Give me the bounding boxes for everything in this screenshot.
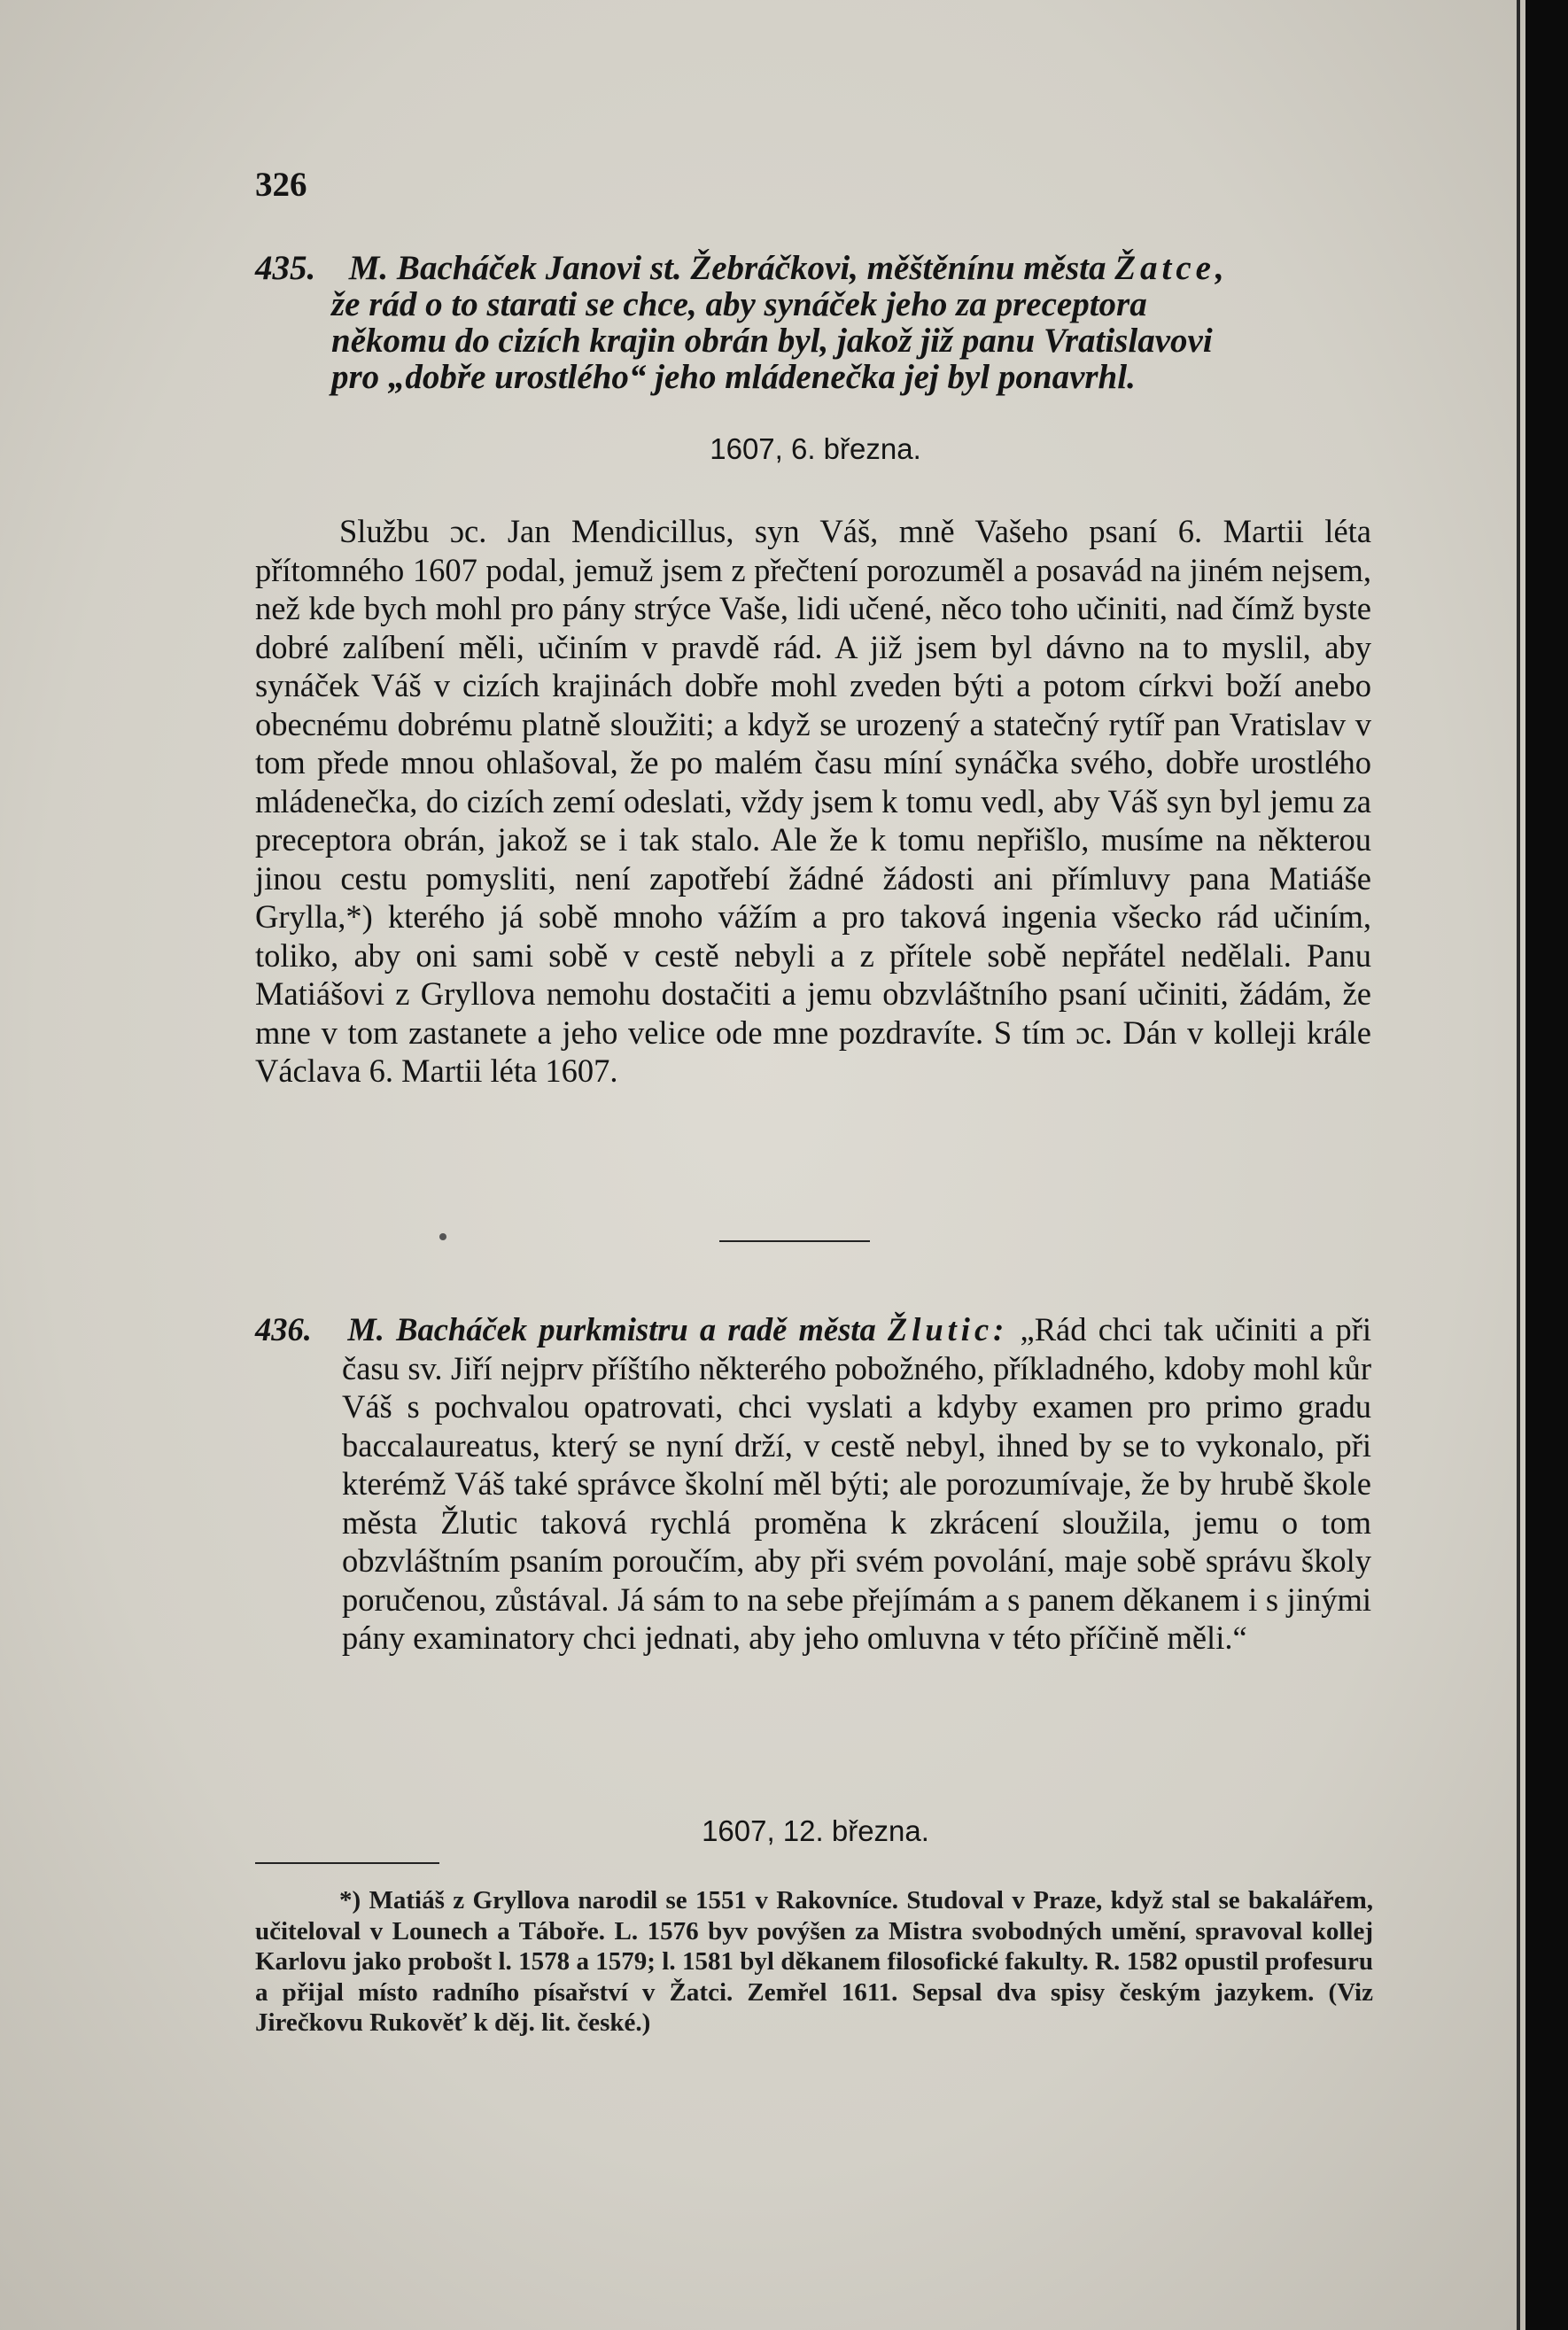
entry-435-body-text: Službu ɔc. Jan Mendicillus, syn Váš, mně Vašeho psaní 6. Martii léta přítomného 1607 podal, jemuž jsem z přečtení porozuměl a posavád na jiném nejsem, než kde bych mohl pro pány strýce Vaše, lidi učené, něco toho učiniti, nad čímž byste dobré zalíbení měli, učiním v pravdě rád. A již jsem byl dávno na to myslil, aby synáček Váš v cizích krajinách dobře mohl zveden býti a potom církvi boží anebo obecnému dobrému platně sloužiti; a když se urozený a statečný rytíř pan Vratislav v tom přede mnou ohlašoval, že po malém času míní synáčka svého, dobře urostlého mládenečka, do cizích zemí odeslati, vždy jsem k tomu vedl, aby Váš syn byl jemu za preceptora obrán, jakož se i tak stalo. Ale že k tomu nepřišlo, musíme na některou jinou cestu pomysliti, není zapotřebí žádné žádosti ani přímluvy pana Matiáše Grylla,*) kterého já sobě mnoho vážím a pro taková ingenia všecko rád učiním, toliko, aby oni sami sobě v cestě nebyli a z přítele sobě nepřátel nedělali. Panu Matiášovi z Gryllova nemohu dostačiti a jemu obzvláštního psaní učiniti, žádám, že mne v tom zastanete a jeho velice ode mne pozdravíte. S tím ɔc. Dán v kolleji krále Václava 6. Martii léta 1607. <box>255 513 1371 1089</box>
footnote <box>255 1885 1373 2039</box>
entry-436-date: 1607, 12. března. <box>702 1814 929 1847</box>
ink-speck <box>439 1233 446 1240</box>
entry-436-body: „Rád chci tak učiniti a při času sv. Jiří nejprv příštího některého pobožného, příkladného, kdoby mohl kůr Váš s pochvalou opatrovati, chci vyslati a kdyby examen pro primo gradu baccalaureatus, který se nyní drží, v cestě nebyl, ihned by se to vykonalo, při kterémž Váš také správce školní měl býti; ale porozumívaje, že by hrubě škole města Žlutic taková rychlá proměna k zkrácení sloužila, jemu o tom obzvláštním psaním poroučím, aby při svém povolání, maje sobě správu školy poručenou, zůstával. Já sám to na sebe přejímám a s panem děkanem i s jinými pány examinatory chci jednati, aby jeho omluvna v této příčině měli.“ <box>342 1311 1371 1656</box>
footnote-text: *) Matiáš z Gryllova narodil se 1551 v Rakovníce. Studoval v Praze, když stal se bakalářem, učiteloval v Lounech a Táboře. L. 1576 byv povýšen za Mistra svobodných umění, spravoval kollej Karlovu jako probošt l. 1578 a 1579; l. 1581 byl děkanem filosofické fakulty. R. 1582 opustil profesuru a přijal místo radního písařství v Žatci. Zemřel 1611. Sepsal dva spisy českým jazykem. (Viz Jirečkovu Rukověť k děj. lit. české.) <box>255 1886 1373 2037</box>
entry-435-heading-line4: pro „dobře urostlého“ jeho mládenečka jej byl ponavrhl. <box>331 358 1136 396</box>
section-divider <box>719 1240 870 1242</box>
entry-435-city: Žatce <box>1114 249 1215 287</box>
entry-435-heading-line2: že rád o to starati se chce, aby synáček jeho za preceptora <box>331 285 1147 323</box>
entry-435-heading <box>255 250 1376 395</box>
page-binding-edge <box>1525 0 1568 2330</box>
entry-435-body <box>255 512 1371 1091</box>
entry-436-city: Žlutic: <box>887 1311 1009 1348</box>
entry-435-number: 435. <box>255 249 316 287</box>
footnote-rule <box>255 1862 439 1864</box>
page-edge-shadow <box>1517 0 1520 2330</box>
entry-436-number: 436. <box>255 1311 312 1348</box>
entry-436 <box>255 1310 1371 1658</box>
entry-435-heading-line3: někomu do cizích krajin obrán byl, jakož již panu Vratislavovi <box>331 322 1213 360</box>
entry-435-heading-line1: M. Bacháček Janovi st. Žebráčkovi, měštěnínu města <box>348 249 1115 287</box>
page-number: 326 <box>255 166 307 204</box>
entry-436-heading: M. Bacháček purkmistru a radě města <box>347 1311 888 1348</box>
entry-435-date: 1607, 6. března. <box>710 432 921 465</box>
entry-435-heading-line1-end: , <box>1215 249 1224 287</box>
